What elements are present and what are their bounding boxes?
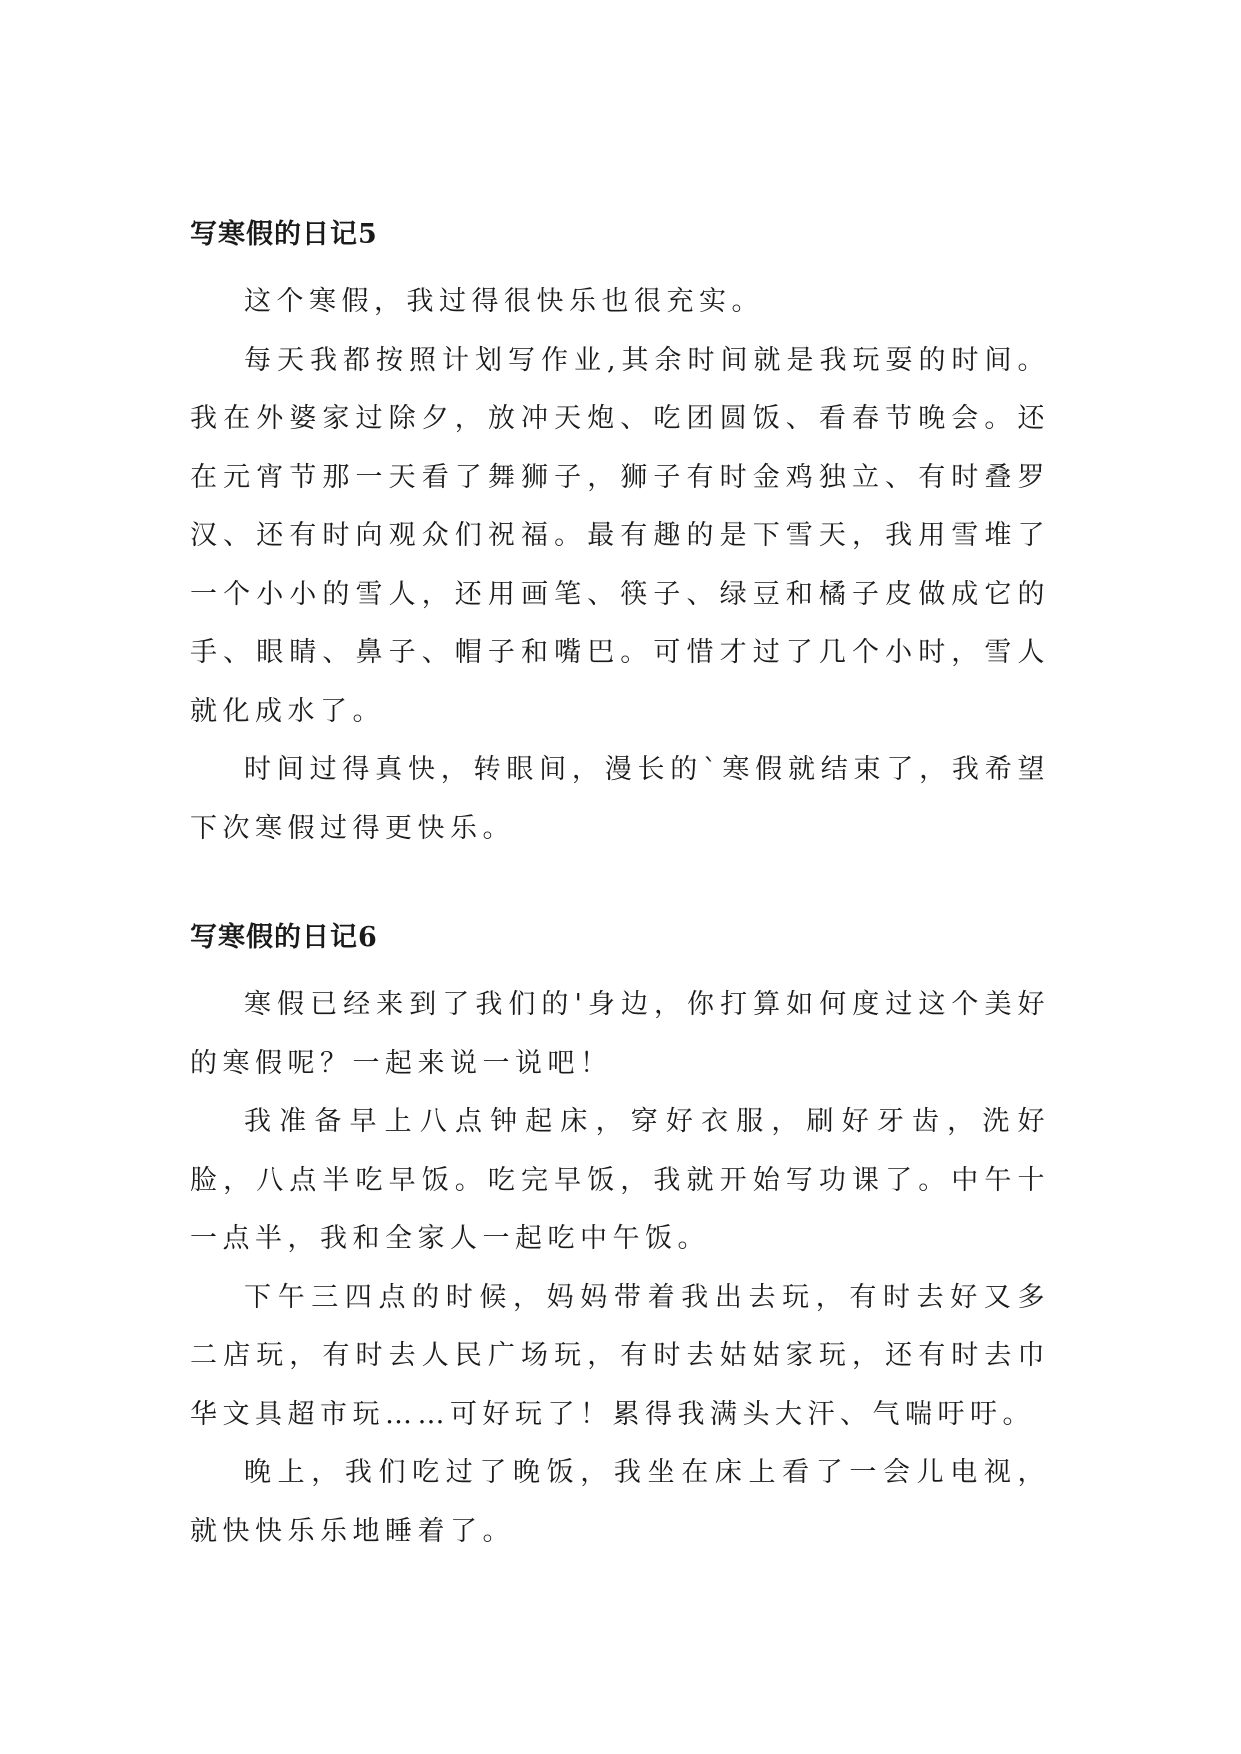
paragraph: 每天我都按照计划写作业,其余时间就是我玩耍的时间。我在外婆家过除夕，放冲天炮、吃团圆饭、看春节晚会。还在元宵节那一天看了舞狮子，狮子有时金鸡独立、有时叠罗汉、还有时向观众们祝福。最有趣的是下雪天，我用雪堆了一个小小的雪人，还用画笔、筷子、绿豆和橘子皮做成它的手、眼睛、鼻子、帽子和嘴巴。可惜才过了几个小时，雪人就化成水了。 [190, 344, 1050, 727]
entry-title: 写寒假的日记6 [190, 922, 378, 953]
entry-title: 写寒假的日记5 [190, 219, 378, 250]
paragraph: 寒假已经来到了我们的'身边，你打算如何度过这个美好的寒假呢？一起来说一说吧！ [190, 989, 1050, 1079]
document-body [190, 215, 1050, 1561]
paragraph: 时间过得真快，转眼间，漫长的`寒假就结束了，我希望下次寒假过得更快乐。 [190, 754, 1050, 844]
diary-entry-6 [190, 918, 1050, 1561]
paragraph: 下午三四点的时候，妈妈带着我出去玩，有时去好又多二店玩，有时去人民广场玩，有时去姑姑家玩，还有时去巾华文具超市玩……可好玩了！累得我满头大汗、气喘吁吁。 [190, 1281, 1050, 1430]
paragraph: 这个寒假，我过得很快乐也很充实。 [244, 286, 764, 317]
paragraph: 晚上，我们吃过了晚饭，我坐在床上看了一会儿电视，就快快乐乐地睡着了。 [190, 1457, 1050, 1547]
paragraph: 我准备早上八点钟起床，穿好衣服，刷好牙齿，洗好脸，八点半吃早饭。吃完早饭，我就开始写功课了。中午十一点半，我和全家人一起吃中午饭。 [190, 1106, 1050, 1254]
diary-entry-5 [190, 215, 1050, 858]
